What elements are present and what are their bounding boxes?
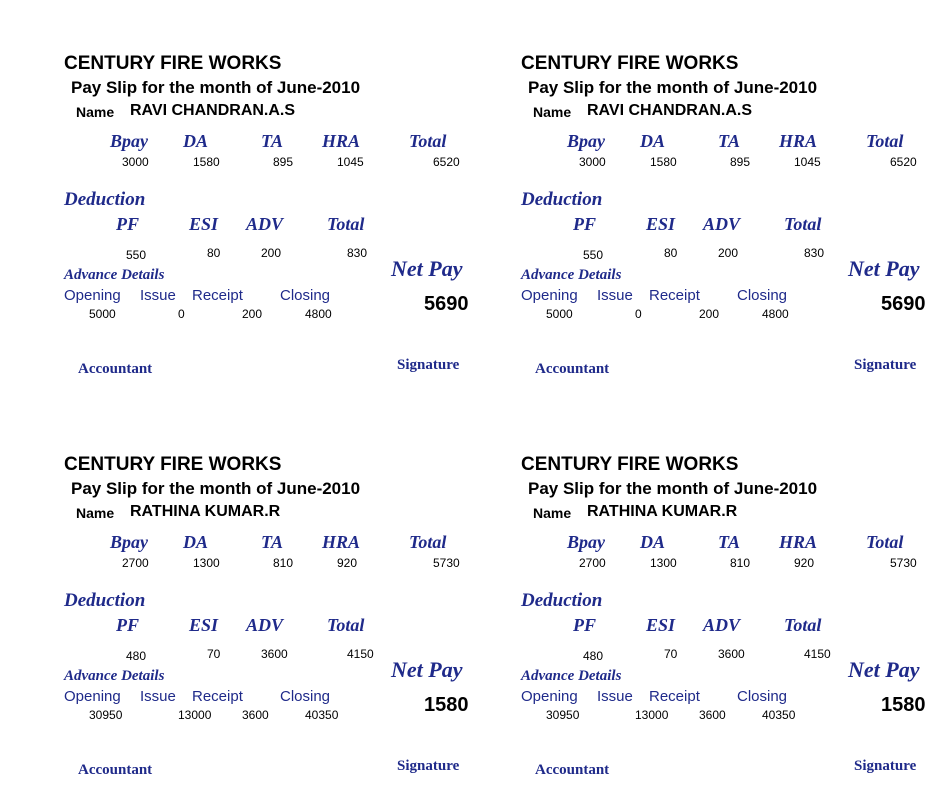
company-name: CENTURY FIRE WORKS xyxy=(64,53,282,74)
adv-header: ADV xyxy=(246,214,284,234)
closing-value: 40350 xyxy=(305,708,339,722)
slip-subtitle: Pay Slip for the month of June-2010 xyxy=(528,479,818,498)
deduction-total-header: Total xyxy=(327,214,365,234)
company-name: CENTURY FIRE WORKS xyxy=(521,454,739,475)
esi-header: ESI xyxy=(646,615,676,635)
employee-name: RAVI CHANDRAN.A.S xyxy=(130,102,296,119)
hra-value: 920 xyxy=(337,556,358,570)
closing-header: Closing xyxy=(280,287,331,304)
closing-header: Closing xyxy=(737,688,788,705)
issue-value: 0 xyxy=(178,307,185,321)
slip-subtitle: Pay Slip for the month of June-2010 xyxy=(71,78,361,97)
bpay-value: 3000 xyxy=(579,155,606,169)
opening-value: 5000 xyxy=(89,307,116,321)
ta-header: TA xyxy=(718,131,741,151)
deduction-total-header: Total xyxy=(784,214,822,234)
advance-details-title: Advance Details xyxy=(64,267,165,283)
accountant-label: Accountant xyxy=(78,762,153,778)
receipt-value: 3600 xyxy=(242,708,269,722)
name-label: Name xyxy=(76,104,115,120)
issue-header: Issue xyxy=(597,287,633,304)
adv-value: 3600 xyxy=(261,647,288,661)
deduction-total-header: Total xyxy=(784,615,822,635)
accountant-label: Accountant xyxy=(535,762,610,778)
net-pay-value: 1580 xyxy=(881,694,926,716)
advance-details-title: Advance Details xyxy=(521,668,622,684)
pf-header: PF xyxy=(573,214,597,234)
accountant-label: Accountant xyxy=(535,361,610,377)
da-value: 1300 xyxy=(193,556,220,570)
pf-value: 550 xyxy=(583,248,604,262)
net-pay-label: Net Pay xyxy=(391,256,463,281)
deduction-total-header: Total xyxy=(327,615,365,635)
deduction-title: Deduction xyxy=(64,590,146,611)
pf-header: PF xyxy=(116,214,140,234)
company-name: CENTURY FIRE WORKS xyxy=(521,53,739,74)
receipt-header: Receipt xyxy=(192,287,243,304)
signature-label: Signature xyxy=(854,758,917,774)
hra-header: HRA xyxy=(779,131,818,151)
earnings-total-header: Total xyxy=(409,532,447,552)
signature-label: Signature xyxy=(854,357,917,373)
employee-name: RAVI CHANDRAN.A.S xyxy=(587,102,753,119)
receipt-value: 200 xyxy=(699,307,720,321)
ta-header: TA xyxy=(261,131,284,151)
issue-header: Issue xyxy=(597,688,633,705)
adv-header: ADV xyxy=(703,214,741,234)
advance-details-title: Advance Details xyxy=(521,267,622,283)
earnings-total-value: 5730 xyxy=(433,556,460,570)
opening-header: Opening xyxy=(64,287,121,304)
esi-header: ESI xyxy=(646,214,676,234)
esi-value: 70 xyxy=(207,647,221,661)
da-header: DA xyxy=(640,532,666,552)
earnings-total-header: Total xyxy=(866,532,904,552)
closing-header: Closing xyxy=(737,287,788,304)
pay-slip-2 xyxy=(457,0,931,396)
adv-header: ADV xyxy=(246,615,284,635)
opening-value: 5000 xyxy=(546,307,573,321)
deduction-total-value: 4150 xyxy=(347,647,374,661)
deduction-title: Deduction xyxy=(521,590,603,611)
adv-header: ADV xyxy=(703,615,741,635)
opening-header: Opening xyxy=(521,688,578,705)
esi-value: 70 xyxy=(664,647,678,661)
bpay-value: 2700 xyxy=(122,556,149,570)
ta-header: TA xyxy=(261,532,284,552)
pf-value: 480 xyxy=(583,649,604,663)
hra-header: HRA xyxy=(322,532,361,552)
net-pay-value: 1580 xyxy=(424,694,469,716)
issue-header: Issue xyxy=(140,688,176,705)
receipt-header: Receipt xyxy=(649,688,700,705)
hra-value: 1045 xyxy=(337,155,364,169)
company-name: CENTURY FIRE WORKS xyxy=(64,454,282,475)
signature-label: Signature xyxy=(397,357,460,373)
employee-name: RATHINA KUMAR.R xyxy=(130,503,281,520)
ta-value: 810 xyxy=(730,556,751,570)
ta-header: TA xyxy=(718,532,741,552)
issue-value: 0 xyxy=(635,307,642,321)
earnings-total-value: 5730 xyxy=(890,556,917,570)
hra-value: 920 xyxy=(794,556,815,570)
name-label: Name xyxy=(533,104,572,120)
closing-header: Closing xyxy=(280,688,331,705)
net-pay-label: Net Pay xyxy=(391,657,463,682)
pf-header: PF xyxy=(116,615,140,635)
opening-value: 30950 xyxy=(89,708,123,722)
receipt-value: 200 xyxy=(242,307,263,321)
pay-slip-1 xyxy=(0,0,474,396)
da-header: DA xyxy=(183,131,209,151)
esi-header: ESI xyxy=(189,615,219,635)
ta-value: 810 xyxy=(273,556,294,570)
ta-value: 895 xyxy=(273,155,294,169)
bpay-header: Bpay xyxy=(110,532,148,552)
deduction-total-value: 4150 xyxy=(804,647,831,661)
receipt-header: Receipt xyxy=(192,688,243,705)
earnings-total-value: 6520 xyxy=(433,155,460,169)
esi-value: 80 xyxy=(207,246,221,260)
adv-value: 200 xyxy=(261,246,282,260)
net-pay-label: Net Pay xyxy=(848,657,920,682)
earnings-total-header: Total xyxy=(866,131,904,151)
da-value: 1580 xyxy=(650,155,677,169)
opening-value: 30950 xyxy=(546,708,580,722)
net-pay-value: 5690 xyxy=(881,293,926,315)
earnings-total-header: Total xyxy=(409,131,447,151)
slip-subtitle: Pay Slip for the month of June-2010 xyxy=(71,479,361,498)
issue-value: 13000 xyxy=(178,708,212,722)
da-value: 1300 xyxy=(650,556,677,570)
closing-value: 40350 xyxy=(762,708,796,722)
esi-header: ESI xyxy=(189,214,219,234)
pf-header: PF xyxy=(573,615,597,635)
closing-value: 4800 xyxy=(305,307,332,321)
da-header: DA xyxy=(183,532,209,552)
issue-value: 13000 xyxy=(635,708,669,722)
deduction-total-value: 830 xyxy=(347,246,368,260)
bpay-header: Bpay xyxy=(567,532,605,552)
esi-value: 80 xyxy=(664,246,678,260)
bpay-value: 3000 xyxy=(122,155,149,169)
da-value: 1580 xyxy=(193,155,220,169)
accountant-label: Accountant xyxy=(78,361,153,377)
hra-header: HRA xyxy=(322,131,361,151)
slip-subtitle: Pay Slip for the month of June-2010 xyxy=(528,78,818,97)
da-header: DA xyxy=(640,131,666,151)
pay-slip-4 xyxy=(457,401,931,797)
receipt-value: 3600 xyxy=(699,708,726,722)
name-label: Name xyxy=(76,505,115,521)
employee-name: RATHINA KUMAR.R xyxy=(587,503,738,520)
deduction-title: Deduction xyxy=(521,189,603,210)
hra-value: 1045 xyxy=(794,155,821,169)
net-pay-value: 5690 xyxy=(424,293,469,315)
closing-value: 4800 xyxy=(762,307,789,321)
advance-details-title: Advance Details xyxy=(64,668,165,684)
net-pay-label: Net Pay xyxy=(848,256,920,281)
pf-value: 550 xyxy=(126,248,147,262)
opening-header: Opening xyxy=(521,287,578,304)
issue-header: Issue xyxy=(140,287,176,304)
adv-value: 3600 xyxy=(718,647,745,661)
adv-value: 200 xyxy=(718,246,739,260)
bpay-header: Bpay xyxy=(567,131,605,151)
pf-value: 480 xyxy=(126,649,147,663)
name-label: Name xyxy=(533,505,572,521)
deduction-total-value: 830 xyxy=(804,246,825,260)
ta-value: 895 xyxy=(730,155,751,169)
opening-header: Opening xyxy=(64,688,121,705)
receipt-header: Receipt xyxy=(649,287,700,304)
signature-label: Signature xyxy=(397,758,460,774)
earnings-total-value: 6520 xyxy=(890,155,917,169)
hra-header: HRA xyxy=(779,532,818,552)
pay-slip-3 xyxy=(0,401,474,797)
bpay-value: 2700 xyxy=(579,556,606,570)
deduction-title: Deduction xyxy=(64,189,146,210)
bpay-header: Bpay xyxy=(110,131,148,151)
